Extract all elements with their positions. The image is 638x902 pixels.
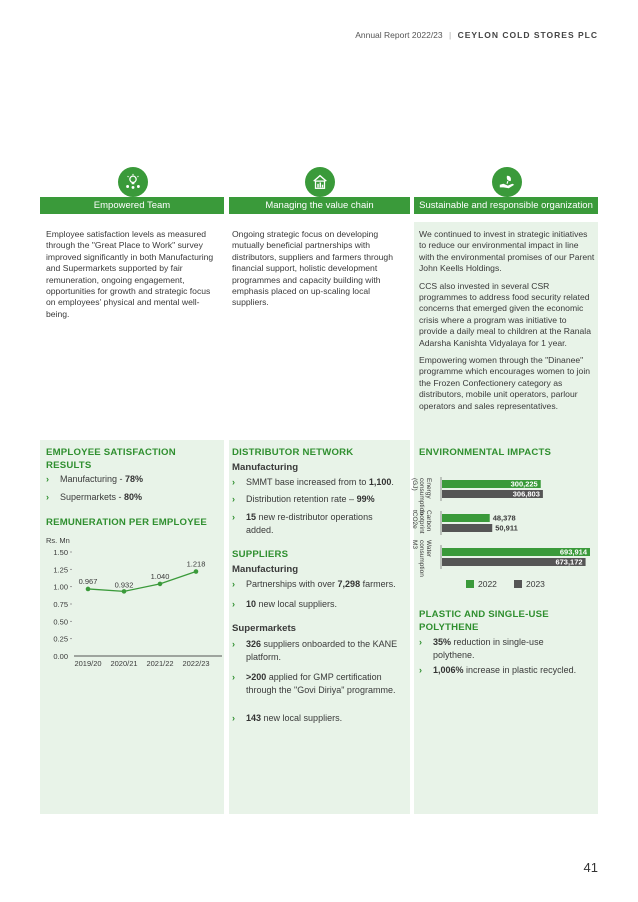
employee-satisfaction-heading-line1: EMPLOYEE SATISFACTION [46,447,176,458]
sat-value: 80% [124,492,143,502]
bar-value-label: 306,803 [512,489,540,499]
col2-para-1: Ongoing strategic focus on developing mutually beneficial partnerships with distributors, suppliers and farmers through financial support, holistic development programmes and capacity building with emphasis placed on up-scaling local suppliers. [232,229,393,308]
y-tick-label: 0.25 [53,634,68,644]
col3-intro [419,229,595,418]
item-value: 99% [356,494,375,504]
sup-item: › >200 applied for GMP certification through the "Govi Diriya" programme. [232,672,396,695]
item-value: 143 [246,713,262,723]
data-point [158,582,163,587]
x-tick-label: 2019/20 [74,659,102,668]
report-title: Annual Report 2022/23 [355,30,443,40]
item-value: 1,100 [368,477,392,487]
item-text: increase in plastic recycled. [463,665,577,675]
suppliers-heading: SUPPLIERS [232,549,289,560]
employee-satisfaction-heading [46,446,176,472]
sup-item: › 143 new local suppliers. [232,713,343,723]
distributor-sub-manufacturing: Manufacturing [232,462,299,473]
item-value: 326 [246,639,262,649]
dist-item: › Distribution retention rate – 99% [232,494,375,504]
data-label: 0.932 [114,580,134,590]
col2-intro [232,229,408,315]
category-label: CarbonfootprinttCO2e [411,510,432,534]
col1-para-1: Employee satisfaction levels as measured through the "Great Place to Work" survey improved significantly in both Manufacturing and Supermarkets supported by fair remuneration, ongoing engagement, opportunities for growth and strategic focus on employees' physical and mental well-being. [46,229,214,319]
item-text: new re-distributor operations added. [246,512,373,535]
value-chain-icon [305,167,335,197]
plastic-item: › 35% reduction in single-use polythene. [419,637,544,660]
legend-2023 [514,579,545,589]
sustainability-hand-icon [492,167,522,197]
plastic-heading [419,608,549,634]
dist-item: › SMMT base increased from to 1,100. [232,477,394,487]
x-tick-label: 2022/23 [182,659,210,668]
remuneration-heading: REMUNERATION PER EMPLOYEE [46,517,208,528]
data-point [122,589,127,594]
item-text: SMMT base increased from to [246,477,369,487]
sat-item-supermarkets: › Supermarkets - 80% [46,492,143,502]
category-label: Energyconsumption(GJ) [411,478,432,515]
header-separator: | [449,30,452,40]
sup-item: › 326 suppliers onboarded to the KANE platform. [232,639,398,662]
item-text: Partnerships with over [246,579,338,589]
item-value: 10 [246,599,257,609]
item-text: applied for GMP certification through the "Govi Diriya" programme. [246,672,396,695]
item-value: 7,298 [337,579,361,589]
item-text: reduction in single-use polythene. [433,637,544,660]
x-tick-label: 2021/22 [146,659,174,668]
bar-value-label: 300,225 [510,479,538,489]
y-tick-label: 0.00 [53,652,68,661]
running-header [355,30,598,40]
suppliers-sub-supermarkets: Supermarkets [232,623,296,634]
item-text: new local suppliers. [261,713,343,723]
bar-value-label: 693,914 [559,547,587,557]
suppliers-sub-manufacturing: Manufacturing [232,564,299,575]
sat-item-manufacturing: › Manufacturing - 78% [46,474,144,484]
y-tick-label: 1.25 [53,565,68,575]
col3-para-1: We continued to invest in strategic initiatives to reduce our environmental impact in line with the environmental promises of our Parent John Keells Holdings. [419,229,595,274]
plastic-heading-line2: POLYTHENE [419,622,479,633]
remuneration-series-line [88,572,196,592]
sat-label: Manufacturing - [60,474,126,484]
col3-para-2: CCS also invested in several CSR programmes to address food security related concerns that emerged given the economic crisis where a program was initiative to provide a daily meal to children at the Ranala Adarsha Kanishta Vidyalaya for 1 year. [419,280,591,348]
legend-swatch-2022 [466,580,474,588]
data-point [86,587,91,592]
category-label: WaterconsumptionM3 [411,540,432,577]
bar-value-label: 50,911 [495,523,518,533]
col1-intro [46,229,222,326]
team-idea-icon [118,167,148,197]
page-number: 41 [583,860,598,875]
environmental-bar-chart [411,466,598,578]
legend-2022 [466,579,497,589]
band-sustainable-org: Sustainable and responsible organization [414,197,598,214]
employee-satisfaction-heading-line2: RESULTS [46,460,92,471]
data-label: 1.040 [150,571,170,581]
data-label: 1.218 [186,559,206,569]
x-tick-label: 2020/21 [110,659,138,668]
distributor-network-heading: DISTRIBUTOR NETWORK [232,447,354,458]
dist-item: › 15 new re-distributor operations added. [232,512,373,535]
bar-value-label: 48,378 [492,513,516,523]
y-tick-label: 1.00 [53,582,68,592]
company-name: CEYLON COLD STORES PLC [457,30,598,40]
y-tick-label: 0.50 [53,617,68,627]
item-text: new local suppliers. [256,599,338,609]
band-value-chain: Managing the value chain [229,197,410,214]
unit-label: Rs. Mn [46,536,70,545]
col3-para-3: Empowering women through the "Dinanee" programme which encourages women to join the Frozen Confectionery category as distributors, mobile unit operators, parlour operators and sales representatives. [419,355,591,411]
bar-2022 [442,514,490,522]
item-value: 35% [433,637,452,647]
legend-label-2022: 2022 [478,579,497,589]
sup-item: › Partnerships with over 7,298 farmers. [232,579,396,589]
legend-label-2023: 2023 [526,579,545,589]
band-empowered-team: Empowered Team [40,197,224,214]
data-point [194,569,199,574]
sat-value: 78% [125,474,144,484]
item-text: . [391,477,394,487]
sat-label: Supermarkets - [60,492,125,502]
item-value: >200 [246,672,267,682]
item-value: 15 [246,512,257,522]
y-tick-label: 1.50 [53,548,68,557]
y-tick-label: 0.75 [53,600,68,609]
sup-item: › 10 new local suppliers. [232,599,338,609]
item-value: 1,006% [433,665,464,675]
item-text: suppliers onboarded to the KANE platform. [246,639,398,662]
remuneration-line-chart [40,534,224,674]
item-text: farmers. [360,579,396,589]
legend-swatch-2023 [514,580,522,588]
plastic-heading-line1: PLASTIC AND SINGLE-USE [419,609,549,620]
bar-2023 [442,524,492,532]
bar-value-label: 673,172 [555,557,583,567]
item-text: Distribution retention rate – [246,494,357,504]
data-label: 0.967 [78,576,98,586]
plastic-item: › 1,006% increase in plastic recycled. [419,665,577,675]
environmental-impacts-heading: ENVIRONMENTAL IMPACTS [419,447,552,458]
